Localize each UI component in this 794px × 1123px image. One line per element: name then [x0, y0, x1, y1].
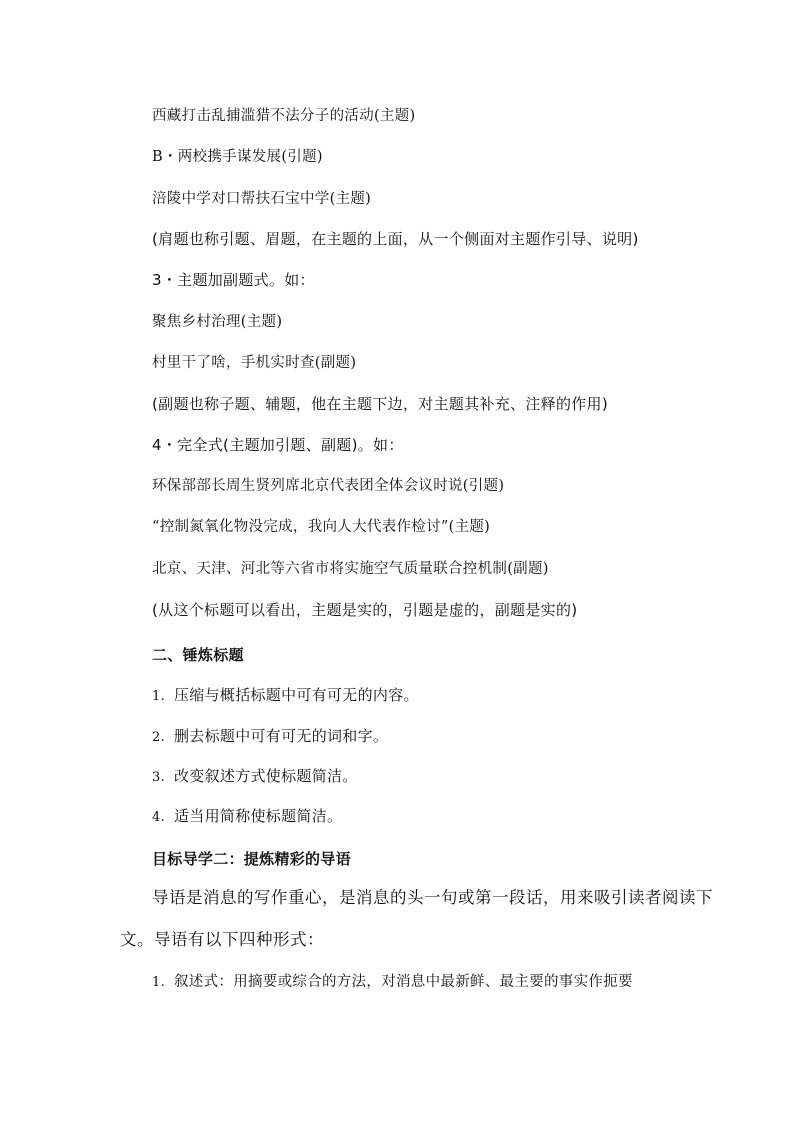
- list-number: 1.: [152, 975, 166, 990]
- paragraph-line: 导语是消息的写作重心，是消息的头一句或第一段话，用来吸引读者阅读下: [152, 888, 713, 907]
- heading-main-plus-sub: 3・主题加副题式。如：: [152, 271, 315, 289]
- section-heading-lead: 目标导学二：提炼精彩的导语: [152, 850, 351, 868]
- example-4-kicker: 环保部部长周生贤列席北京代表团全体会议时说(引题): [152, 478, 505, 494]
- example-3-main: 聚焦乡村治理(主题): [152, 314, 283, 330]
- example-4-sub: 北京、天津、河北等六省市将实施空气质量联合控机制(副题): [152, 561, 549, 577]
- list-number: 2.: [152, 730, 166, 745]
- list-text: 删去标题中可有可无的词和字。: [174, 727, 389, 745]
- list-item: [152, 726, 388, 748]
- list-text: 压缩与概括标题中可有可无的内容。: [174, 686, 419, 704]
- list-text: 改变叙述方式使标题简洁。: [174, 767, 358, 785]
- list-number: 4.: [152, 810, 166, 825]
- example-headline-main: 西藏打击乱捕滥猎不法分子的活动(主题): [152, 108, 416, 124]
- subtitle-explanation: (副题也称子题、辅题，他在主题下边，对主题其补充、注释的作用): [152, 395, 609, 413]
- list-number: 3.: [152, 770, 166, 785]
- example-3-sub: 村里干了啥，手机实时查(副题): [152, 355, 357, 371]
- complete-form-explanation: (从这个标题可以看出，主题是实的，引题是虚的，副题是实的): [152, 601, 578, 619]
- list-item: [152, 766, 358, 788]
- kicker-explanation: (肩题也称引题、眉题，在主题的上面，从一个侧面对主题作引导、说明): [152, 230, 639, 248]
- list-item: [152, 806, 342, 828]
- list-item: [152, 685, 419, 707]
- list-text: 叙述式：用摘要或综合的方法，对消息中最新鲜、最主要的事实作扼要: [174, 974, 633, 990]
- paragraph-line: 文。导语有以下四种形式：: [120, 930, 324, 949]
- heading-complete-form: 4・完全式(主题加引题、副题)。如：: [152, 436, 404, 454]
- list-item: [152, 972, 633, 993]
- list-text: 适当用简称使标题简洁。: [174, 807, 343, 825]
- list-number: 1.: [152, 689, 166, 704]
- example-b-kicker: B・两校携手谋发展(引题): [152, 149, 323, 165]
- example-4-main: “控制氮氧化物没完成，我向人大代表作检讨”(主题): [152, 519, 491, 535]
- example-b-main: 涪陵中学对口帮扶石宝中学(主题): [152, 191, 372, 207]
- section-heading-refine-title: 二、锤炼标题: [152, 646, 244, 664]
